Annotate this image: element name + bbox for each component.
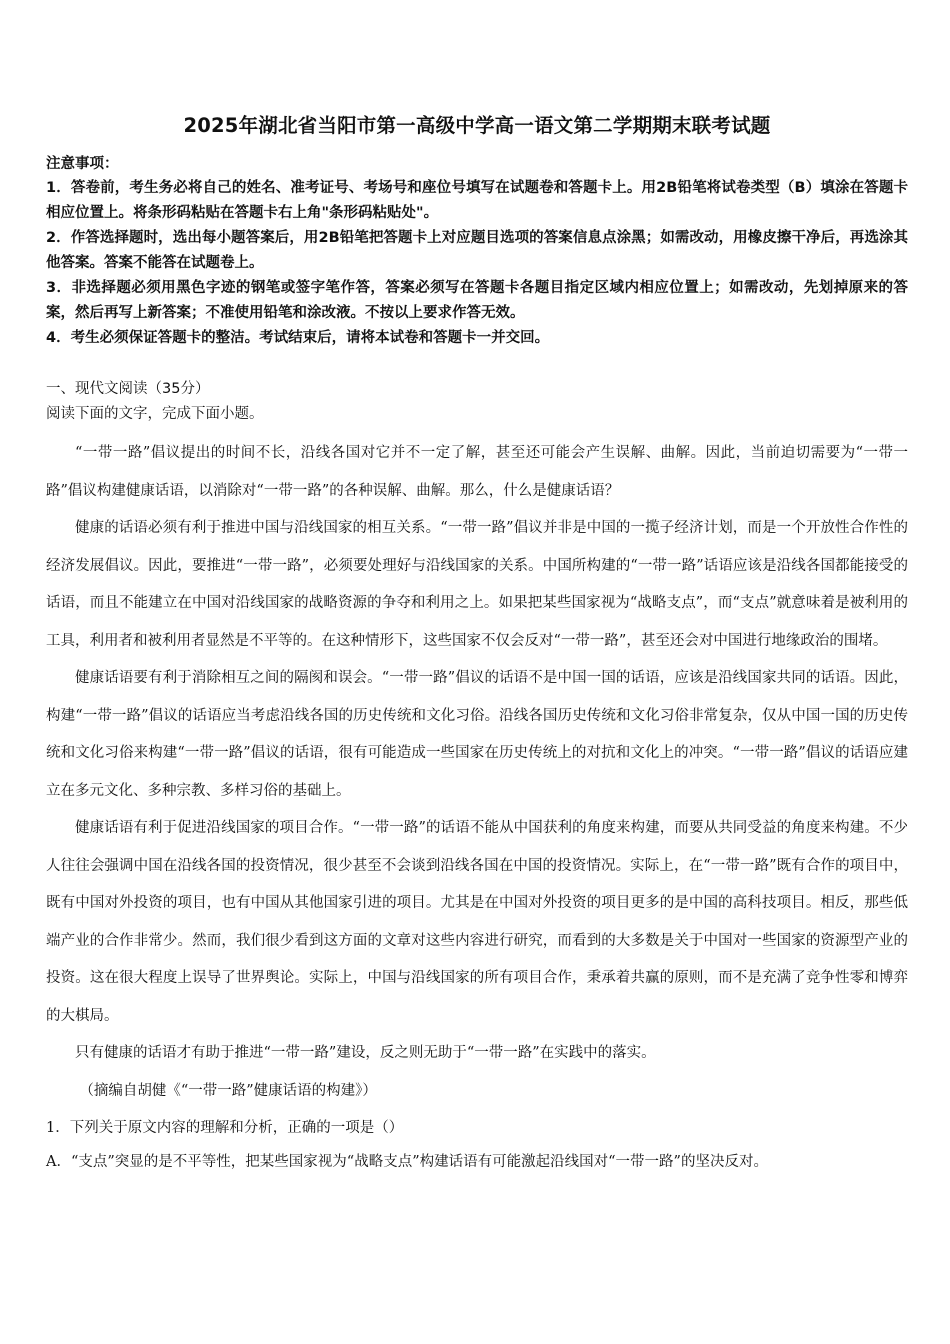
passage-source: （摘编自胡健《“一带一路”健康话语的构建》） <box>79 1082 377 1099</box>
section-instruction: 阅读下面的文字，完成下面小题。 <box>46 406 264 422</box>
notice-heading: 注意事项： <box>46 156 119 172</box>
passage-paragraph-5: 只有健康的话语才有助于推进“一带一路”建设，反之则无助于“一带一路”在实践中的落实。 <box>75 1045 656 1061</box>
question-1: 1．下列关于原文内容的理解和分析，正确的一项是（） <box>46 1120 404 1136</box>
passage-paragraph-4: 健康话语有利于促进沿线国家的项目合作。“一带一路”的话语不能从中国获利的角度来构建，而要从共同受益的角度来构建。不少人往往会强调中国在沿线各国的投资情况，很少甚至不会谈到沿线各国在中国的投资情况。实际上，在“一带一路”既有合作的项目中，既有中国对外投资的项目，也有中国从其他国家引进的项目。尤其是在中国对外投资的项目更多的是中国的高科技项目。相反，那些低端产业的合作非常少。然而，我们很少看到这方面的文章对这些内容进行研究，而看到的大多数是关于中国对一些国家的资源型产业的投资。这在很大程度上误导了世界舆论。实际上，中国与沿线国家的所有项目合作，秉承着共赢的原则，而不是充满了竞争性零和博弈的大棋局。 <box>46 820 908 1024</box>
exam-title: 2025年湖北省当阳市第一高级中学高一语文第二学期期末联考试题 <box>183 114 771 137</box>
notice-item-2: 2．作答选择题时，选出每小题答案后，用2B铅笔把答题卡上对应题目选项的答案信息点涂黑；如需改动，用橡皮擦干净后，再选涂其他答案。答案不能答在试题卷上。 <box>46 230 908 271</box>
exam-page <box>46 110 908 1181</box>
question-1-option-a: A．“支点”突显的是不平等性，把某些国家视为“战略支点”构建话语有可能激起沿线国对“一带一路”的坚决反对。 <box>46 1154 768 1170</box>
notice-block <box>46 152 908 351</box>
notice-item-4: 4．考生必须保证答题卡的整洁。考试结束后，请将本试卷和答题卡一并交回。 <box>46 330 550 346</box>
notice-item-3: 3．非选择题必须用黑色字迹的钢笔或签字笔作答，答案必须写在答题卡各题目指定区域内相应位置上；如需改动，先划掉原来的答案，然后再写上新答案；不准使用铅笔和涂改液。不按以上要求作答无效。 <box>46 280 908 321</box>
passage-paragraph-2: 健康的话语必须有利于推进中国与沿线国家的相互关系。“一带一路”倡议并非是中国的一揽子经济计划，而是一个开放性合作性的经济发展倡议。因此，要推进“一带一路”，必须要处理好与沿线国家的关系。中国所构建的“一带一路”话语应该是沿线各国都能接受的话语，而且不能建立在中国对沿线国家的战略资源的争夺和利用之上。如果把某些国家视为“战略支点”，而“支点”就意味着是被利用的工具，利用者和被利用者显然是不平等的。在这种情形下，这些国家不仅会反对“一带一路”，甚至还会对中国进行地缘政治的围堵。 <box>46 520 908 649</box>
section-heading: 一、现代文阅读（35分） <box>46 381 210 397</box>
notice-item-1: 1．答卷前，考生务必将自己的姓名、准考证号、考场号和座位号填写在试题卷和答题卡上。用2B铅笔将试卷类型（B）填涂在答题卡相应位置上。将条形码粘贴在答题卡右上角"条形码粘贴处"。 <box>46 180 908 221</box>
passage-paragraph-3: 健康话语要有利于消除相互之间的隔阂和误会。“一带一路”倡议的话语不是中国一国的话语，应该是沿线国家共同的话语。因此，构建“一带一路”倡议的话语应当考虑沿线各国的历史传统和文化习俗。沿线各国历史传统和文化习俗非常复杂，仅从中国一国的历史传统和文化习俗来构建“一带一路”倡议的话语，很有可能造成一些国家在历史传统上的对抗和文化上的冲突。“一带一路”倡议的话语应建立在多元文化、多种宗教、多样习俗的基础上。 <box>46 670 908 799</box>
passage-paragraph-1: “一带一路”倡议提出的时间不长，沿线各国对它并不一定了解，甚至还可能会产生误解、曲解。因此，当前迫切需要为“一带一路”倡议构建健康话语，以消除对“一带一路”的各种误解、曲解。那么，什么是健康话语？ <box>46 445 908 499</box>
reading-section <box>46 377 908 1181</box>
